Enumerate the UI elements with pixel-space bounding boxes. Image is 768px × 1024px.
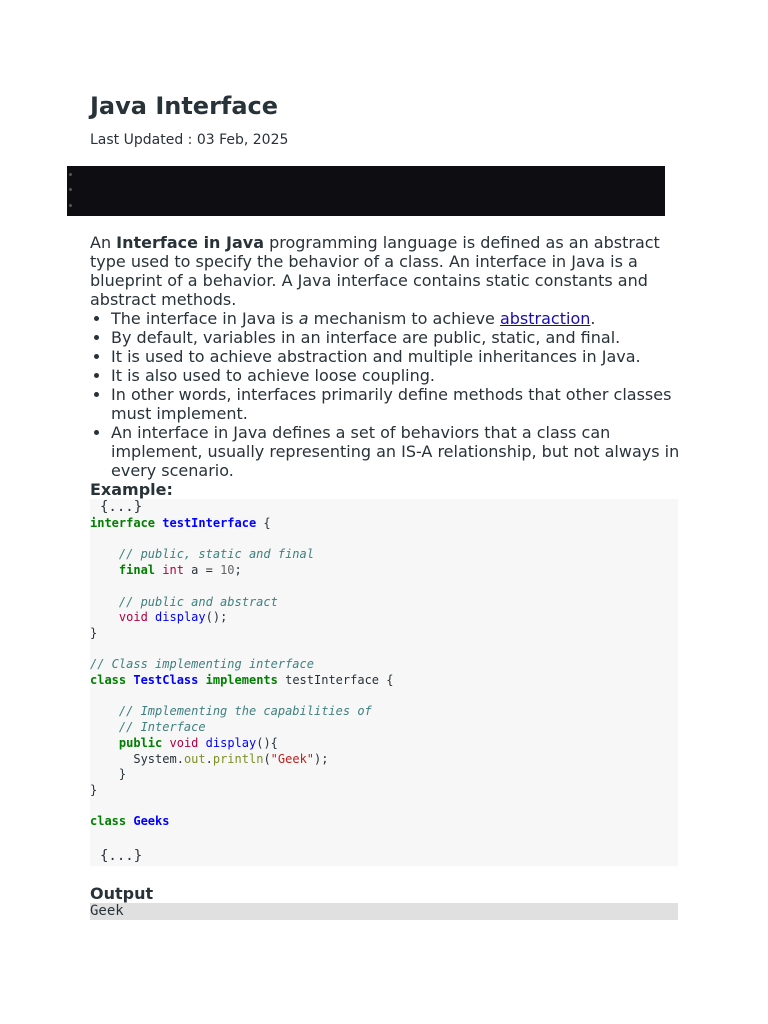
page-title: Java Interface xyxy=(90,92,279,120)
code-token: class xyxy=(90,673,127,688)
banner-dot xyxy=(69,204,72,207)
code-token: a = xyxy=(183,563,221,578)
list-item xyxy=(111,309,680,328)
code-token: . xyxy=(205,751,213,766)
code-token: TestClass xyxy=(133,673,199,688)
code-token: testInterface xyxy=(162,516,257,530)
banner-dot xyxy=(69,173,72,176)
list-text: . xyxy=(590,309,596,328)
list-text: mechanism to achieve xyxy=(308,309,500,328)
code-token: println xyxy=(212,751,264,766)
intro-bold: Interface in Java xyxy=(116,233,264,252)
abstraction-link[interactable]: abstraction xyxy=(499,309,591,328)
feature-list xyxy=(90,309,680,480)
article-body xyxy=(90,233,680,499)
code-token: { xyxy=(256,516,271,530)
code-token: implements xyxy=(205,673,278,688)
list-emphasis: a xyxy=(298,309,309,328)
list-text: The interface in Java is xyxy=(111,309,299,328)
intro-paragraph xyxy=(90,233,680,309)
output-block: Geek xyxy=(90,903,678,920)
code-token: 10 xyxy=(220,563,235,578)
code-token: } xyxy=(118,767,127,782)
intro-text: An xyxy=(90,233,117,252)
media-banner xyxy=(67,166,665,216)
code-token: Geeks xyxy=(133,814,170,829)
list-item: • In other words, interfaces primarily define methods that other classes must implement. xyxy=(111,385,680,423)
code-token: void xyxy=(169,735,199,750)
code-token: public xyxy=(118,735,163,750)
code-token: interface xyxy=(90,516,156,530)
output-heading: Output xyxy=(90,884,154,903)
code-token: System. xyxy=(133,751,184,766)
code-comment: // public, static and final xyxy=(118,547,314,562)
code-token: class xyxy=(90,814,127,829)
code-lines xyxy=(90,516,393,830)
last-updated: Last Updated : 03 Feb, 2025 xyxy=(90,132,289,148)
code-token: int xyxy=(162,563,184,578)
code-token: final xyxy=(118,563,156,578)
expand-code-top-button[interactable]: {...} xyxy=(100,499,143,515)
code-token: ; xyxy=(234,563,242,578)
code-token: out xyxy=(183,751,206,766)
code-token: ); xyxy=(314,751,329,766)
code-token: } xyxy=(90,625,98,640)
code-token: ( xyxy=(263,751,271,766)
code-comment: // public and abstract xyxy=(118,594,278,609)
code-comment: // Class implementing interface xyxy=(90,657,314,672)
list-item: • It is used to achieve abstraction and multiple inheritances in Java. xyxy=(111,347,680,366)
intro-text: programming language is defined as an abstract type used to specify the behavior of a class. An interface in Java is a blueprint of a behavior. A Java interface contains static constants and abstract methods. xyxy=(90,233,660,309)
code-token: testInterface { xyxy=(277,673,394,688)
code-comment: // Interface xyxy=(118,720,206,735)
list-item: • An interface in Java defines a set of behaviors that a class can implement, usually representing an IS-A relationship, but not always in every scenario. xyxy=(111,423,680,480)
code-token: void xyxy=(118,610,148,625)
list-item: • It is also used to achieve loose coupling. xyxy=(111,366,680,385)
banner-dot xyxy=(69,188,72,191)
code-token: display xyxy=(205,735,257,750)
list-item: • By default, variables in an interface are public, static, and final. xyxy=(111,328,680,347)
expand-code-bottom-button[interactable]: {...} xyxy=(100,848,143,864)
code-token: } xyxy=(90,782,98,797)
code-comment: // Implementing the capabilities of xyxy=(118,704,372,719)
example-heading: Example: xyxy=(90,480,173,499)
code-token: (){ xyxy=(256,735,278,750)
code-block xyxy=(90,499,678,866)
code-token: display xyxy=(155,610,206,625)
code-string: "Geek" xyxy=(270,751,315,766)
code-token: (); xyxy=(205,610,228,625)
